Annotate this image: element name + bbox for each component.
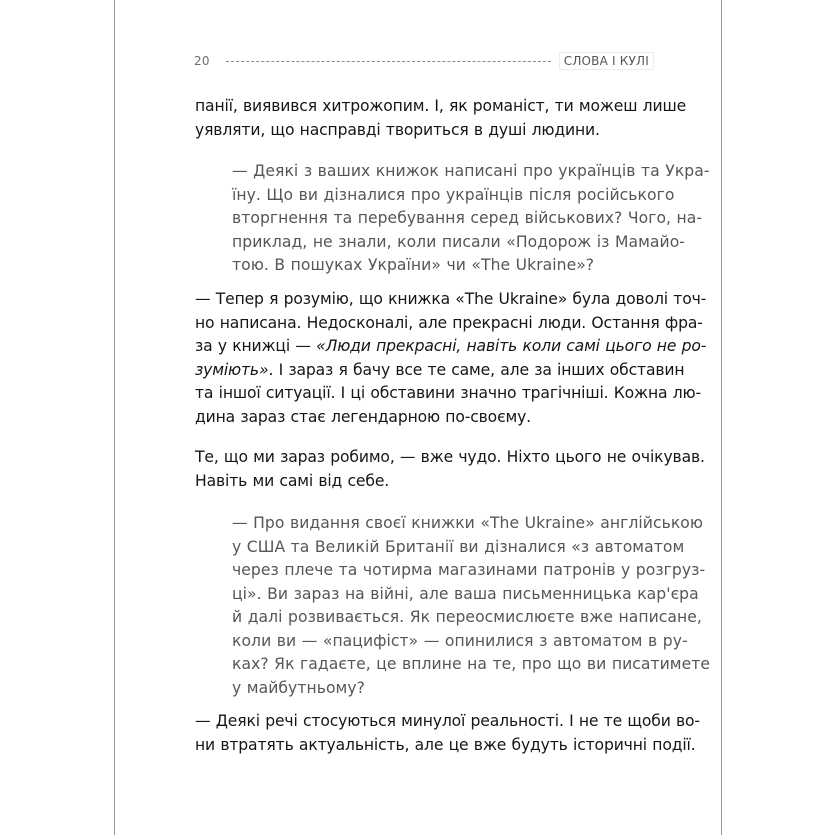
text-line: ці». Ви зараз на війні, але ваша письменницька кар'єра (232, 584, 699, 603)
text-line: — Деякі з ваших книжок написані про українців та Укра- (232, 162, 710, 180)
text-line: уявляти, що насправді твориться в душі людини. (195, 120, 600, 139)
answer-paragraph-4 (195, 710, 700, 757)
text-line: у США та Великій Британії ви дізналися «з автоматом (232, 537, 685, 556)
text-line (195, 359, 685, 383)
text-line: но написана. Недосконалі, але прекрасні люди. Остання фра- (195, 313, 703, 332)
question-paragraph-1 (232, 160, 710, 278)
text-line: вторгнення та перебування серед військових? Чого, на- (232, 209, 703, 227)
text-line: ках? Як гадаєте, це вплине на те, про що ви писатимете (232, 655, 711, 673)
page-number: 20 (194, 54, 210, 68)
answer-paragraph-1 (195, 95, 687, 142)
text-segment: . І зараз я бачу все те саме, але за інших обставин (268, 360, 685, 379)
text-line: ни втратять актуальність, але це вже будуть історичні події. (195, 735, 696, 754)
text-line: у майбутньому? (232, 678, 365, 697)
text-line: та іншої ситуації. І ці обставини значно трагічніші. Кожна лю- (195, 384, 701, 402)
text-line: — Про видання своєї книжки «The Ukraine» англійською (232, 514, 704, 532)
text-line: коли ви — «пацифіст» — опинилися з автоматом в ру- (232, 631, 688, 650)
text-line: Те, що ми зараз робимо, — вже чудо. Ніхто цього не очікував. (195, 448, 705, 466)
answer-paragraph-3 (195, 446, 705, 493)
text-line: їну. Що ви дізналися про українців після російського (232, 185, 675, 204)
text-line: тою. В пошуках України» чи «The Ukraine»? (232, 256, 595, 274)
dashed-rule (226, 61, 551, 62)
text-line: дина зараз стає легендарною по-своєму. (195, 407, 531, 426)
question-paragraph-2 (232, 512, 711, 700)
chapter-title: СЛОВА І КУЛІ (559, 52, 654, 70)
text-segment: за у книжці — (195, 337, 317, 355)
italic-quote: «Люди прекрасні, навіть коли самі цього не ро- (316, 337, 707, 355)
text-line: й далі розвивається. Як переосмислюєте вже написане, (232, 608, 702, 626)
text-line (195, 335, 707, 359)
text-line: — Тепер я розумію, що книжка «The Ukraine» була доволі точ- (195, 290, 707, 308)
text-line: Навіть ми самі від себе. (195, 471, 390, 490)
text-line: приклад, не знали, коли писали «Подорож із Мамайо- (232, 232, 685, 251)
answer-paragraph-2 (195, 288, 707, 429)
text-line: через плече та чотирма магазинами патронів у розгруз- (232, 561, 706, 579)
running-header (194, 51, 654, 71)
text-line: — Деякі речі стосуються минулої реальності. І не те щоби во- (195, 712, 700, 730)
italic-quote: зуміють» (195, 360, 269, 379)
text-line: панії, виявився хитрожопим. І, як романіст, ти можеш лише (195, 97, 687, 115)
